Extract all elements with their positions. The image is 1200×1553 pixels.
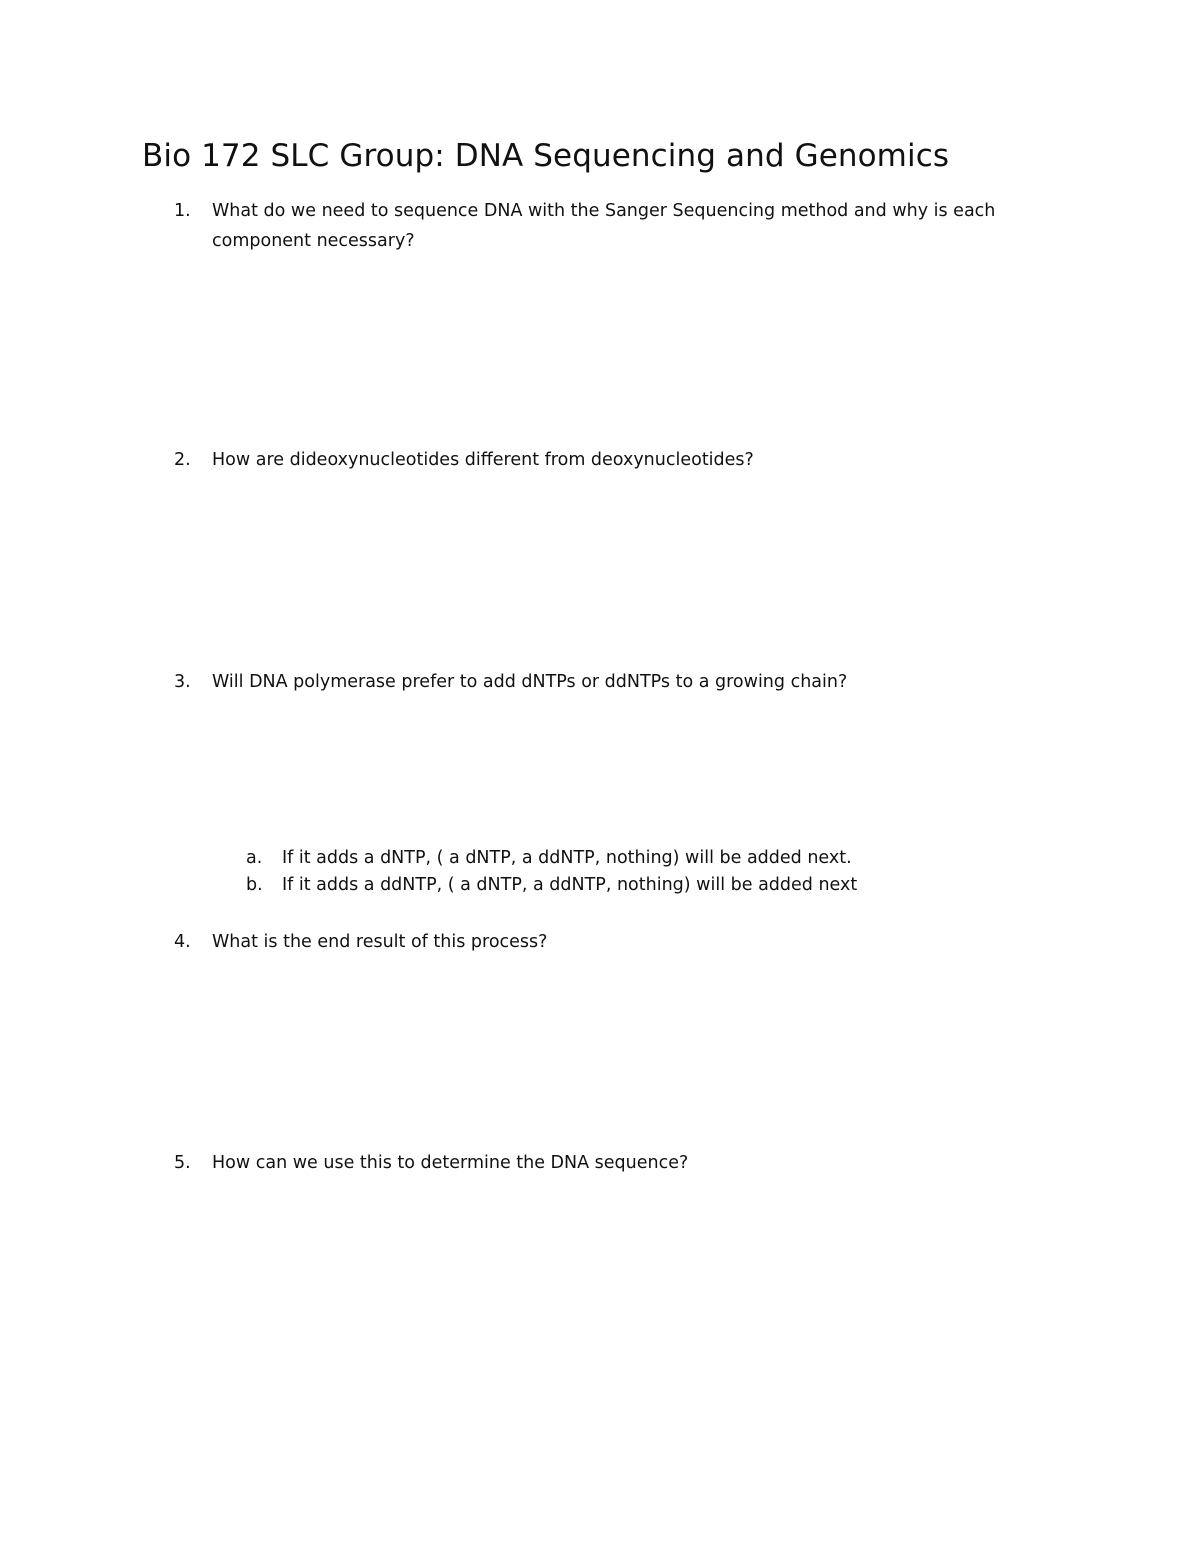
subitem-letter: a. <box>246 848 263 868</box>
subitem-letter: b. <box>246 875 263 895</box>
question-number: 2. <box>174 450 191 470</box>
question-text: What is the end result of this process? <box>212 932 548 952</box>
subitem-b <box>246 871 946 899</box>
question-text: What do we need to sequence DNA with the Sanger Sequencing method and why is each component necessary? <box>212 201 996 251</box>
subitem-text: If it adds a ddNTP, ( a dNTP, a ddNTP, nothing) will be added next <box>282 875 858 895</box>
question-number: 1. <box>174 201 191 221</box>
question-number: 4. <box>174 932 191 952</box>
question-text: How are dideoxynucleotides different from deoxynucleotides? <box>212 450 754 470</box>
question-5 <box>174 1148 1054 1178</box>
question-number: 3. <box>174 672 191 692</box>
question-3 <box>174 667 1054 697</box>
subitem-text: If it adds a dNTP, ( a dNTP, a ddNTP, nothing) will be added next. <box>282 848 852 868</box>
question-1 <box>174 196 1054 256</box>
question-text: How can we use this to determine the DNA sequence? <box>212 1153 689 1173</box>
question-number: 5. <box>174 1153 191 1173</box>
page-title: Bio 172 SLC Group: DNA Sequencing and Genomics <box>142 138 950 174</box>
question-2 <box>174 445 1054 475</box>
question-4 <box>174 927 1054 957</box>
question-text: Will DNA polymerase prefer to add dNTPs or ddNTPs to a growing chain? <box>212 672 848 692</box>
subitem-a <box>246 844 946 872</box>
